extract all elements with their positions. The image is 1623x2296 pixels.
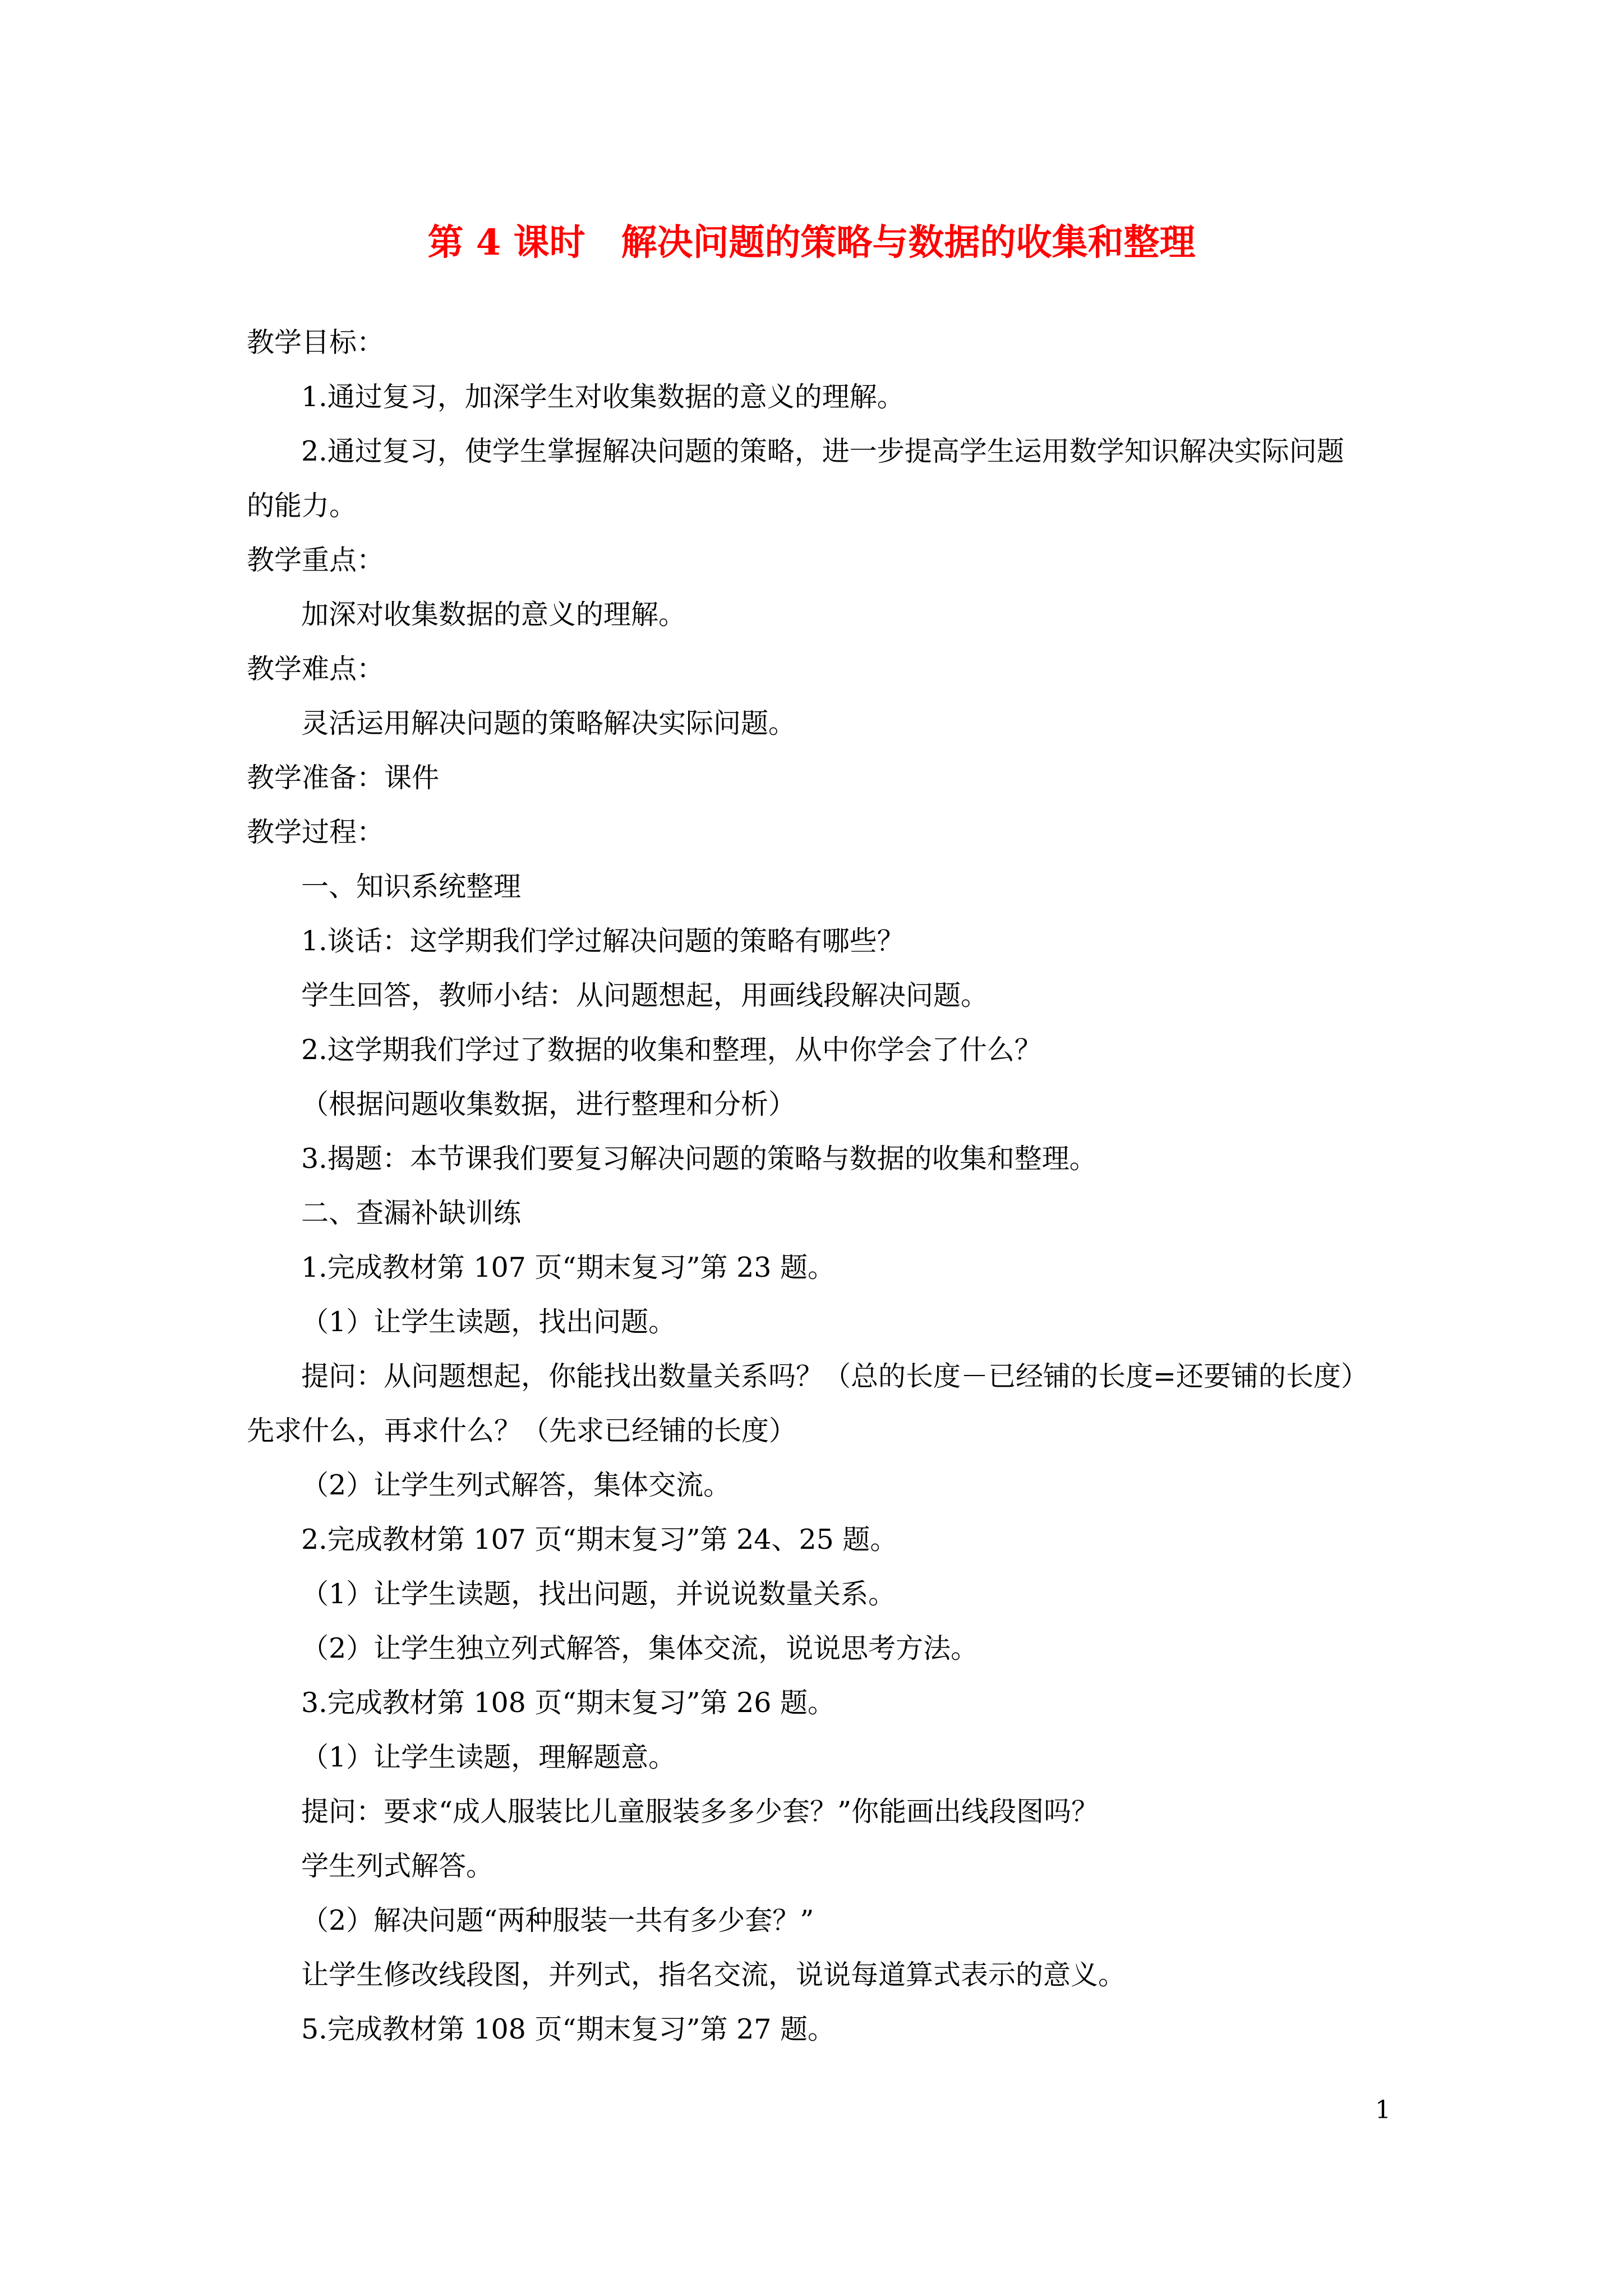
text-line: 的能力。 [247, 490, 357, 522]
text-line: 2.这学期我们学过了数据的收集和整理，从中你学会了什么？ [301, 1034, 1042, 1066]
text-line: 教学过程： [247, 816, 385, 848]
text-line: 教学准备：课件 [247, 762, 440, 794]
text-line: 先求什么，再求什么？（先求已经铺的长度） [247, 1415, 797, 1447]
text-line: 1.通过复习，加深学生对收集数据的意义的理解。 [301, 381, 905, 413]
page-number: 1 [1375, 2096, 1391, 2124]
text-line: 1.谈话：这学期我们学过解决问题的策略有哪些？ [301, 925, 905, 957]
text-line: 教学目标： [247, 326, 385, 358]
document-body [247, 315, 1395, 2056]
text-line: （2）让学生独立列式解答，集体交流，说说思考方法。 [301, 1632, 979, 1664]
text-line: （根据问题收集数据，进行整理和分析） [301, 1088, 796, 1120]
text-line: 1.完成教材第 107 页“期末复习”第 23 题。 [301, 1251, 836, 1283]
page-title: 第 4 课时 解决问题的策略与数据的收集和整理 [427, 222, 1196, 264]
text-line: （1）让学生读题，找出问题，并说说数量关系。 [301, 1578, 896, 1610]
text-line: 提问：要求“成人服装比儿童服装多多少套？”你能画出线段图吗？ [301, 1796, 1099, 1828]
text-line: 二、查漏补缺训练 [301, 1197, 522, 1229]
text-line: 灵活运用解决问题的策略解决实际问题。 [301, 707, 796, 739]
text-line: 提问：从问题想起，你能找出数量关系吗？（总的长度－已经铺的长度=还要铺的长度） [301, 1360, 1369, 1392]
text-line: 让学生修改线段图，并列式，指名交流，说说每道算式表示的意义。 [301, 1959, 1126, 1991]
text-line: 3.完成教材第 108 页“期末复习”第 26 题。 [301, 1687, 836, 1719]
text-line: 学生回答，教师小结：从问题想起，用画线段解决问题。 [301, 979, 989, 1011]
text-line: 2.完成教材第 107 页“期末复习”第 24、25 题。 [301, 1524, 898, 1556]
text-line: （2）让学生列式解答，集体交流。 [301, 1469, 731, 1501]
text-line: 5.完成教材第 108 页“期末复习”第 27 题。 [301, 2013, 836, 2045]
text-line: 3.揭题：本节课我们要复习解决问题的策略与数据的收集和整理。 [301, 1143, 1097, 1175]
text-line: 教学重点： [247, 544, 385, 576]
text-line: 加深对收集数据的意义的理解。 [301, 599, 686, 631]
text-line: 教学难点： [247, 653, 385, 685]
text-line: 2.通过复习，使学生掌握解决问题的策略，进一步提高学生运用数学知识解决实际问题 [301, 435, 1344, 467]
text-line: （1）让学生读题，找出问题。 [301, 1306, 676, 1338]
text-line: （2）解决问题“两种服装一共有多少套？” [301, 1904, 814, 1936]
text-line: 学生列式解答。 [301, 1850, 494, 1882]
text-line: （1）让学生读题，理解题意。 [301, 1741, 676, 1773]
text-line: 一、知识系统整理 [301, 871, 522, 903]
